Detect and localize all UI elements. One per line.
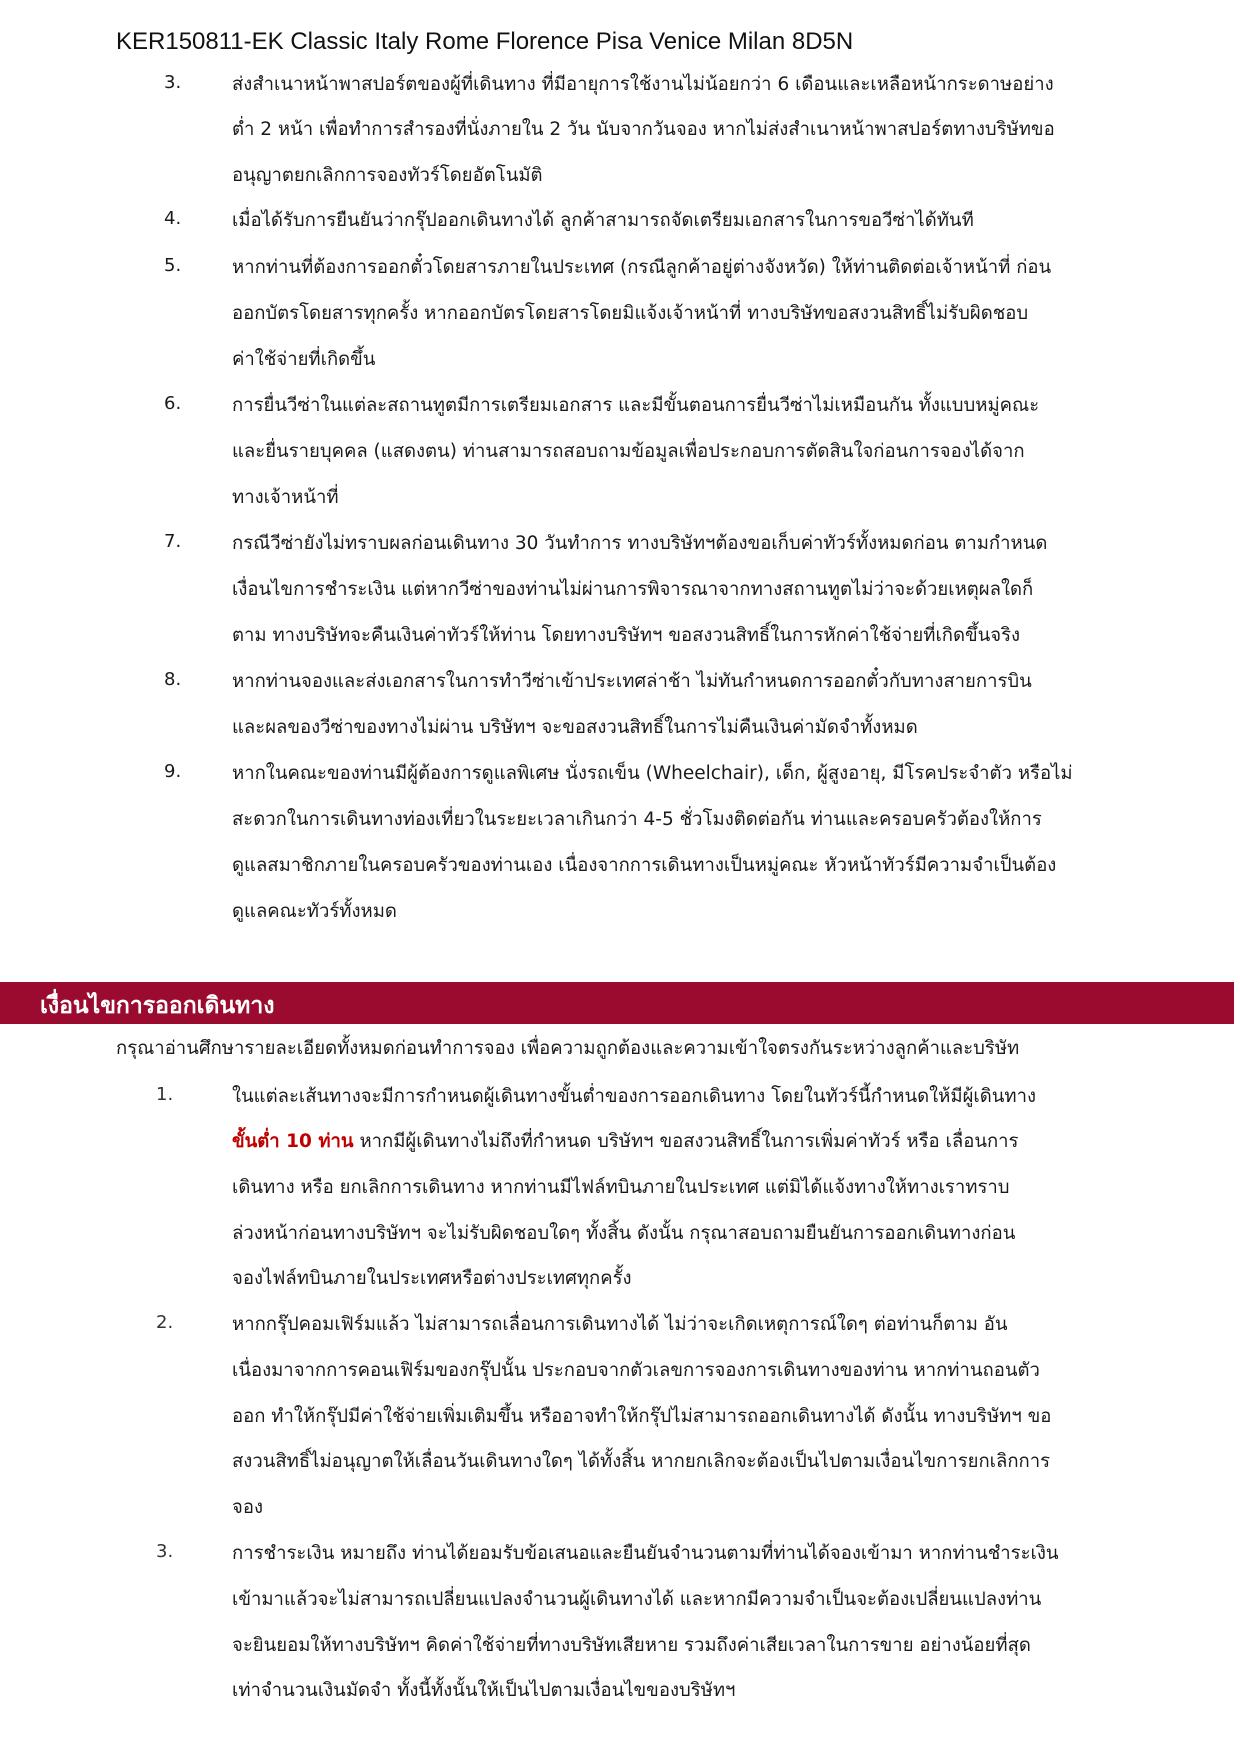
list-item-line: ออก ทำให้กรุ๊ปมีค่าใช้จ่ายเพิ่มเติมขึ้น หรืออาจทำให้กรุ๊ปไม่สามารถออกเดินทางได้ ดังนั้น ทางบริษัทฯ ขอ (232, 1406, 1052, 1427)
list-item-line: หากท่านจองและส่งเอกสารในการทำวีซ่าเข้าประเทศล่าช้า ไม่ทันกำหนดการออกตั๋วกับทางสายการบิน (232, 671, 1032, 692)
section-title: เงื่อนไขการออกเดินทาง (40, 993, 275, 1019)
list-item-line: เดินทาง หรือ ยกเลิกการเดินทาง หากท่านมีไฟล์ทบินภายในประเทศ แต่มิได้แจ้งทางให้ทางเราทราบ (232, 1177, 1010, 1198)
list-item-line: และยื่นรายบุคคล (แสดงตน) ท่านสามารถสอบถามข้อมูลเพื่อประกอบการตัดสินใจก่อนการจองได้จาก (232, 441, 1025, 462)
section-intro: กรุณาอ่านศึกษารายละเอียดทั้งหมดก่อนทำการจอง เพื่อความถูกต้องและความเข้าใจตรงกันระหว่างลูกค้าและบริษัท (116, 1038, 1020, 1059)
list-item-line: ออกบัตรโดยสารทุกครั้ง หากออกบัตรโดยสารโดยมิแจ้งเจ้าหน้าที่ ทางบริษัทขอสงวนสิทธิ์ไม่รับผิดชอบ (232, 303, 1029, 324)
list-item-line: และผลของวีซ่าของทางไม่ผ่าน บริษัทฯ จะขอสงวนสิทธิ์ในการไม่คืนเงินค่ามัดจำทั้งหมด (232, 717, 918, 738)
list-item-line: เมื่อได้รับการยืนยันว่ากรุ๊ปออกเดินทางได้ ลูกค้าสามารถจัดเตรียมเอกสารในการขอวีซ่าได้ทันที (232, 210, 974, 231)
list-item-line: หากกรุ๊ปคอมเฟิร์มแล้ว ไม่สามารถเลื่อนการเดินทางได้ ไม่ว่าจะเกิดเหตุการณ์ใดๆ ต่อท่านก็ตาม อัน (232, 1314, 1008, 1335)
list-item-line: เท่าจำนวนเงินมัดจำ ทั้งนี้ทั้งนั้นให้เป็นไปตามเงื่อนไขของบริษัทฯ (232, 1680, 736, 1701)
list-item-number: 8. (164, 669, 182, 690)
list-item-line: ล่วงหน้าก่อนทางบริษัทฯ จะไม่รับผิดชอบใดๆ ทั้งสิ้น ดังนั้น กรุณาสอบถามยืนยันการออกเดินทางก่อน (232, 1223, 1016, 1244)
list-item-number: 3. (156, 1541, 174, 1562)
list-item-number: 9. (164, 761, 182, 782)
list-item-line: เงื่อนไขการชำระเงิน แต่หากวีซ่าของท่านไม่ผ่านการพิจารณาจากทางสถานทูตไม่ว่าจะด้วยเหตุผลใดก็ (232, 579, 1034, 600)
minimum-travelers-highlight: ขั้นต่ำ 10 ท่าน (232, 1131, 354, 1152)
list-item-line: เข้ามาแล้วจะไม่สามารถเปลี่ยนแปลงจำนวนผู้เดินทางได้ และหากมีความจำเป็นจะต้องเปลี่ยนแปลงท่าน (232, 1589, 1042, 1610)
list-item-line: จองไฟล์ทบินภายในประเทศหรือต่างประเทศทุกครั้ง (232, 1268, 632, 1289)
section-header-bar (0, 982, 1234, 1024)
list-item-line: สะดวกในการเดินทางท่องเที่ยวในระยะเวลาเกินกว่า 4-5 ชั่วโมงติดต่อกัน ท่านและครอบครัวต้องให้การ (232, 809, 1042, 830)
list-item-line: ต่ำ 2 หน้า เพื่อทำการสำรองที่นั่งภายใน 2 วัน นับจากวันจอง หากไม่ส่งสำเนาหน้าพาสปอร์ตทางบริษัทขอ (232, 119, 1055, 140)
list-item-line: จะยินยอมให้ทางบริษัทฯ คิดค่าใช้จ่ายที่ทางบริษัทเสียหาย รวมถึงค่าเสียเวลาในการขาย อย่างน้อยที่สุด (232, 1635, 1031, 1656)
list-item-line: การยื่นวีซ่าในแต่ละสถานทูตมีการเตรียมเอกสาร และมีขั้นตอนการยื่นวีซ่าไม่เหมือนกัน ทั้งแบบหมู่คณะ (232, 395, 1040, 416)
list-item-line: ดูแลสมาชิกภายในครอบครัวของท่านเอง เนื่องจากการเดินทางเป็นหมู่คณะ หัวหน้าทัวร์มีความจำเป็นต้อง (232, 855, 1057, 876)
list-item-line: ทางเจ้าหน้าที่ (232, 487, 339, 508)
list-item-line: ดูแลคณะทัวร์ทั้งหมด (232, 901, 397, 922)
list-item-line: ตาม ทางบริษัทจะคืนเงินค่าทัวร์ให้ท่าน โดยทางบริษัทฯ ขอสงวนสิทธิ์ในการหักค่าใช้จ่ายที่เกิดขึ้นจริง (232, 625, 1021, 646)
list-item-number: 3. (164, 72, 182, 93)
list-item-line: อนุญาตยกเลิกการจองทัวร์โดยอัตโนมัติ (232, 165, 543, 186)
list-item-line: ค่าใช้จ่ายที่เกิดขึ้น (232, 349, 376, 370)
list-item-line: การชำระเงิน หมายถึง ท่านได้ยอมรับข้อเสนอและยืนยันจำนวนตามที่ท่านได้จองเข้ามา หากท่านชำระเงิน (232, 1543, 1059, 1564)
document-header-title: KER150811-EK Classic Italy Rome Florence Pisa Venice Milan 8D5N (116, 28, 854, 55)
list-item-line: กรณีวีซ่ายังไม่ทราบผลก่อนเดินทาง 30 วันทำการ ทางบริษัทฯต้องขอเก็บค่าทัวร์ทั้งหมดก่อน ตามกำหนด (232, 533, 1048, 554)
list-item-line: หากในคณะของท่านมีผู้ต้องการดูแลพิเศษ นั่งรถเข็น (Wheelchair), เด็ก, ผู้สูงอายุ, มีโรคประจำตัว หรือไม่ (232, 763, 1073, 784)
list-item-number: 7. (164, 531, 182, 552)
list-item-number: 1. (156, 1084, 174, 1105)
list-item-line: ส่งสำเนาหน้าพาสปอร์ตของผู้ที่เดินทาง ที่มีอายุการใช้งานไม่น้อยกว่า 6 เดือนและเหลือหน้ากระดาษอย่าง (232, 74, 1054, 95)
list-item-number: 4. (164, 208, 182, 229)
list-item-number: 5. (164, 255, 182, 276)
list-item-line: จอง (232, 1497, 263, 1518)
list-item-line: สงวนสิทธิ์ไม่อนุญาตให้เลื่อนวันเดินทางใดๆ ได้ทั้งสิ้น หากยกเลิกจะต้องเป็นไปตามเงื่อนไขการยกเลิกการ (232, 1451, 1051, 1472)
list-item-line: ในแต่ละเส้นทางจะมีการกำหนดผู้เดินทางขั้นต่ำของการออกเดินทาง โดยในทัวร์นี้กำหนดให้มีผู้เดินทาง (232, 1086, 1037, 1107)
list-item-number: 2. (156, 1312, 174, 1333)
list-item-line: เนื่องมาจากการคอนเฟิร์มของกรุ๊ปนั้น ประกอบจากตัวเลขการจองการเดินทางของท่าน หากท่านถอนตัว (232, 1360, 1040, 1381)
list-item-line (232, 1127, 1019, 1156)
list-item-number: 6. (164, 393, 182, 414)
list-item-line-rest: หากมีผู้เดินทางไม่ถึงที่กำหนด บริษัทฯ ขอสงวนสิทธิ์ในการเพิ่มค่าทัวร์ หรือ เลื่อนการ (353, 1131, 1019, 1152)
list-item-line: หากท่านที่ต้องการออกตั๋วโดยสารภายในประเทศ (กรณีลูกค้าอยู่ต่างจังหวัด) ให้ท่านติดต่อเจ้าหน้าที่ ก่อน (232, 257, 1052, 278)
